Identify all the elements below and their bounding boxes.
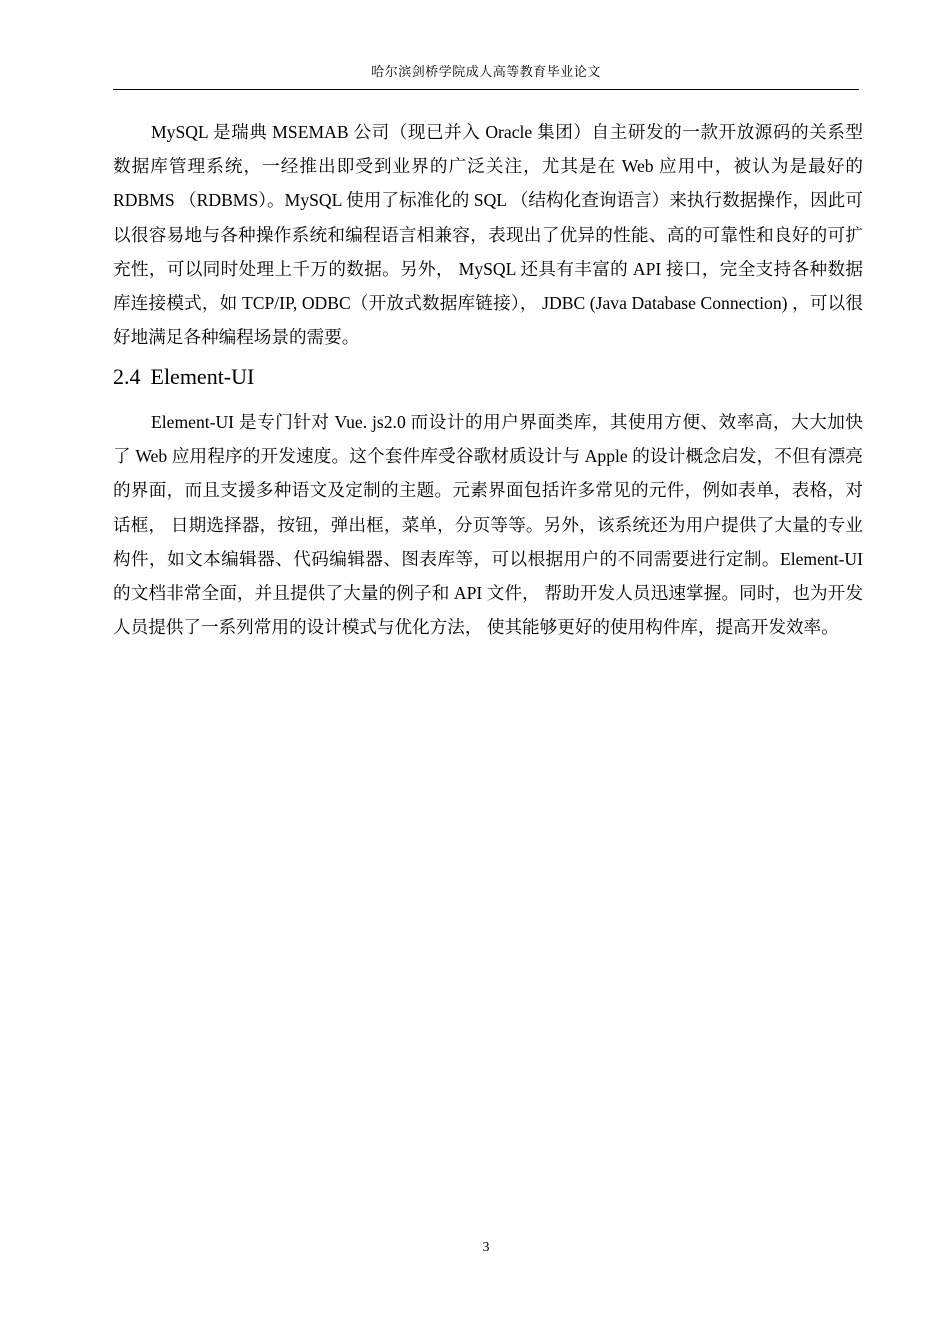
page-number: 3 (482, 1240, 490, 1255)
section-number: 2.4 (113, 364, 141, 389)
paragraph-mysql: MySQL 是瑞典 MSEMAB 公司（现已并入 Oracle 集团）自主研发的一款开放源码的关系型数据库管理系统，一经推出即受到业界的广泛关注，尤其是在 Web 应用中，被认为是最好的 RDBMS （RDBMS）。MySQL 使用了标准化的 SQL （结构化查询语言）来执行数据操作，因此可以很容易地与各种操作系统和编程语言相兼容，表现出了优异的性能、高的可靠性和良好的可扩充性，可以同时处理上千万的数据。另外， MySQL 还具有丰富的 API 接口，完全支持各种数据库连接模式，如 TCP/IP, ODBC（开放式数据库链接）， JDBC (Java Database Connection) ，可以很好地满足各种编程场景的需要。 (113, 122, 863, 348)
header-rule (113, 89, 859, 90)
paragraph-element-ui: Element-UI 是专门针对 Vue. js2.0 而设计的用户界面类库，其使用方便、效率高，大大加快了 Web 应用程序的开发速度。这个套件库受谷歌材质设计与 Apple 的设计概念启发，不但有漂亮的界面，而且支援多种语文及定制的主题。元素界面包括许多常见的元件，例如表单，表格，对话框， 日期选择器，按钮，弹出框，菜单，分页等等。另外，该系统还为用户提供了大量的专业构件，如文本编辑器、代码编辑器、图表库等，可以根据用户的不同需要进行定制。Element-UI 的文档非常全面，并且提供了大量的例子和 API 文件， 帮助开发人员迅速掌握。同时，也为开发人员提供了一系列常用的设计模式与优化方法， 使其能够更好的使用构件库，提高开发效率。 (113, 412, 863, 638)
section-title: Element-UI (150, 364, 255, 389)
running-header: 哈尔滨剑桥学院成人高等教育毕业论文 (371, 64, 601, 79)
section-heading (113, 362, 254, 392)
